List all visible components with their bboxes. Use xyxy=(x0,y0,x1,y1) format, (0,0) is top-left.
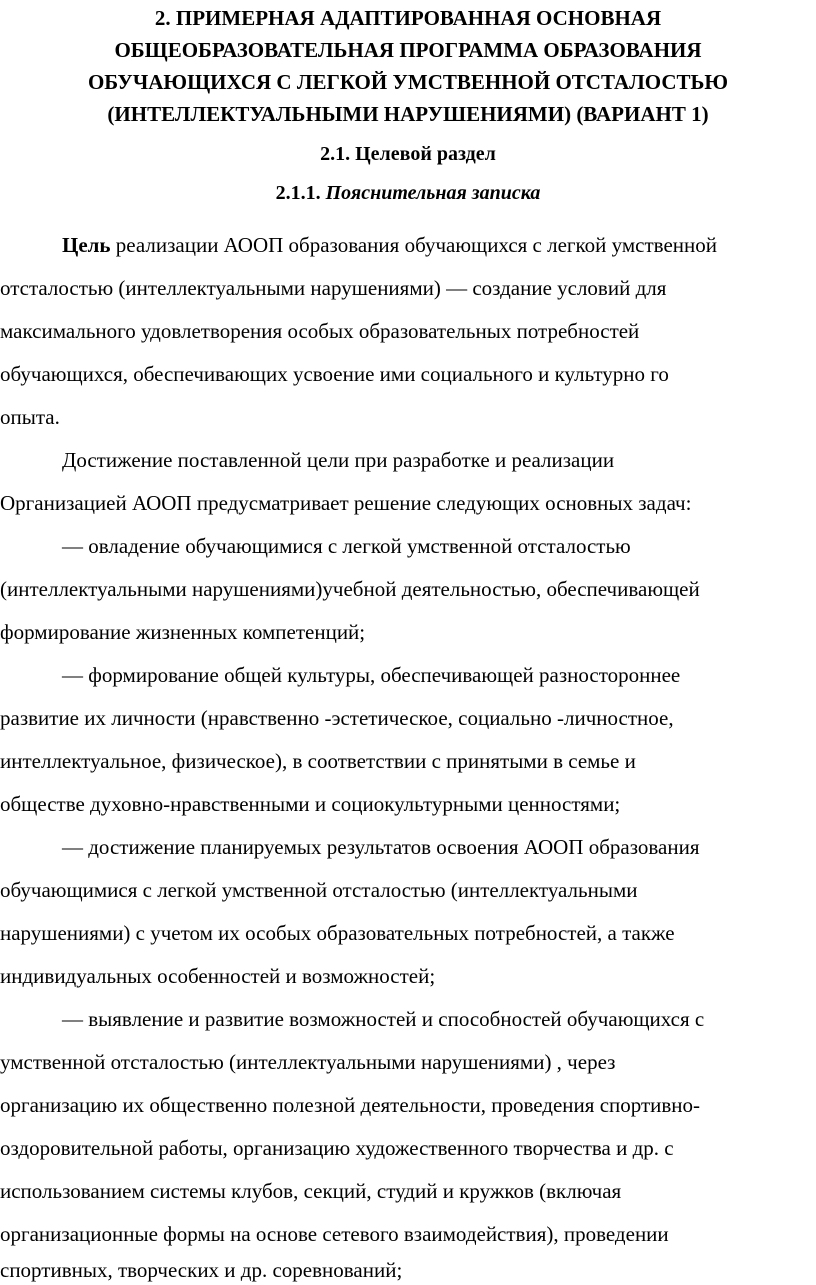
title-line-2: ОБЩЕОБРАЗОВАТЕЛЬНАЯ ПРОГРАММА ОБРАЗОВАНИЯ xyxy=(114,38,702,62)
goal-line-rest: реализации АООП образования обучающихся с легкой умственной xyxy=(110,233,718,257)
task-2-line-1: ― формирование общей культуры, обеспечивающей разностороннее xyxy=(62,663,681,687)
task-4-line-6: организационные формы на основе сетевого взаимодействия), проведении xyxy=(0,1222,669,1246)
title-line-3: ОБУЧАЮЩИХСЯ С ЛЕГКОЙ УМСТВЕННОЙ ОТСТАЛОСТЬЮ xyxy=(87,70,729,94)
paragraph-line-6: Достижение поставленной цели при разработке и реализации xyxy=(62,448,615,472)
paragraph-line-2: отсталостью (интеллектуальными нарушениями) — создание условий для xyxy=(0,276,667,300)
task-4-line-4: оздоровительной работы, организацию художественного творчества и др. с xyxy=(0,1136,674,1160)
task-2-line-4: обществе духовно-нравственными и социокультурными ценностями; xyxy=(0,792,621,816)
task-4-line-7: спортивных, творческих и др. соревнований; xyxy=(0,1258,403,1282)
subsection-title xyxy=(0,182,816,205)
paragraph-line-7: Организацией АООП предусматривает решение следующих основных задач: xyxy=(0,491,692,515)
task-2-line-3: интеллектуальное, физическое), в соответствии с принятыми в семье и xyxy=(0,749,636,773)
task-4-line-1: ― выявление и развитие возможностей и способностей обучающихся с xyxy=(62,1007,705,1031)
paragraph-line-4: обучающихся, обеспечивающих усвоение ими социального и культурно го xyxy=(0,362,669,386)
task-4-line-3: организацию их общественно полезной деятельности, проведения спортивно- xyxy=(0,1093,701,1117)
task-3-line-1: ― достижение планируемых результатов освоения АООП образования xyxy=(62,835,700,859)
paragraph-line-1 xyxy=(62,233,717,257)
task-4-line-5: использованием системы клубов, секций, студий и кружков (включая xyxy=(0,1179,622,1203)
subsection-number: 2.1.1. xyxy=(275,182,321,204)
paragraph-line-3: максимального удовлетворения особых образовательных потребностей xyxy=(0,319,640,343)
task-1-line-3: формирование жизненных компетенций; xyxy=(0,620,366,644)
section-title: 2.1. Целевой раздел xyxy=(320,143,496,165)
task-4-line-2: умственной отсталостью (интеллектуальными нарушениями) , через xyxy=(0,1050,616,1074)
task-1-line-1: ― овладение обучающимися с легкой умственной отсталостью xyxy=(62,534,631,558)
task-3-line-2: обучающимися с легкой умственной отсталостью (интеллектуальными xyxy=(0,878,638,902)
task-2-line-2: развитие их личности (нравственно -эстетическое, социально -личностное, xyxy=(0,706,674,730)
title-line-1: 2. ПРИМЕРНАЯ АДАПТИРОВАННАЯ ОСНОВНАЯ xyxy=(154,6,662,30)
task-3-line-3: нарушениями) с учетом их особых образовательных потребностей, а также xyxy=(0,921,675,945)
goal-lead-word: Цель xyxy=(62,233,111,257)
subsection-name: Пояснительная записка xyxy=(325,182,541,204)
paragraph-line-5: опыта. xyxy=(0,405,60,429)
document-title xyxy=(0,2,816,130)
task-1-line-2: (интеллектуальными нарушениями)учебной деятельностью, обеспечивающей xyxy=(0,577,700,601)
title-line-4: (ИНТЕЛЛЕКТУАЛЬНЫМИ НАРУШЕНИЯМИ) (ВАРИАНТ 1) xyxy=(107,102,709,126)
task-3-line-4: индивидуальных особенностей и возможностей; xyxy=(0,964,436,988)
